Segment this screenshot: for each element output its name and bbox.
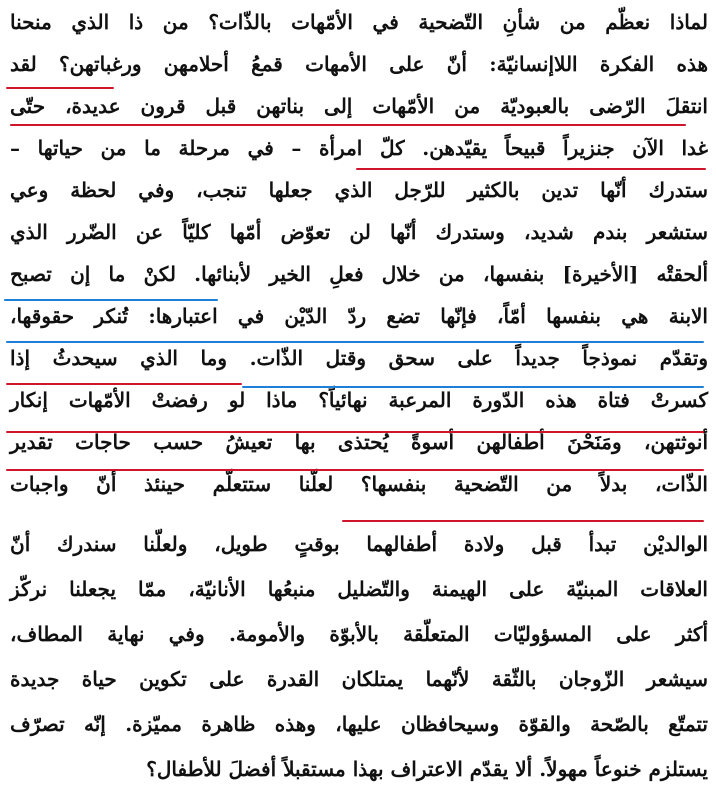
text-line-11: أنوثتهن، ومَنَحْنَ أطفالهن أسوةً يُحتذى بها تعيشُ حسب حاجات تقدير	[10, 430, 708, 454]
blue-underline-2	[6, 341, 704, 343]
blue-underline-1	[4, 299, 218, 301]
text-line-8: الابنة هي بنفسها أمّاً، فإنّها تضع ردّ الدّيْن في اعتبارها: تُنكر حقوقها،	[10, 304, 708, 328]
text-line-7: ألحقتْه [الأخيرة] بنفسها، من خلال فعلِ الخير لأبنائها. لكنْ ما إن تصبح	[10, 262, 708, 286]
text-line-10: كسرتْ فتاة هذه الدّورة المرعبة نهائياً؟ ماذا لو رفضتْ الأمّهات إنكار	[10, 388, 708, 412]
blue-underline-3	[242, 386, 704, 388]
red-underline-4	[6, 383, 242, 385]
red-underline-1	[6, 87, 114, 89]
text-line-3: انتقلَ الرّضى بالعبوديّة من الأمّهات إلى بناتهن قبل قرون عديدة، حتّى	[10, 94, 708, 118]
text-line-9: وتقدّم نموذجاً جديداً على سحق وقتل الذّات. وما الذي سيحدثُ إذا	[10, 346, 708, 370]
text-line-16: سيشعر الزّوجان بالثّقة لأنّهما يمتلكان القدرة على تكوين حياة جديدة	[10, 667, 708, 691]
text-line-12: الذّات، بدلاً من التّضحية بنفسها؟ لعلّنا ستتعلّم حينئذ أنّ واجبات	[10, 472, 708, 496]
red-underline-3	[356, 168, 706, 170]
red-underline-5	[6, 431, 704, 433]
text-line-6: ستشعر بندم شديد، وستدرك أنّها لن تعوّض أمّها كليّاً عن الضّرر الذي	[10, 220, 708, 244]
text-line-14: العلاقات المبنيّة على الهيمنة والتّضليل منبعُها الأنانيّة، ممّا يجعلنا نركّز	[10, 577, 708, 601]
text-line-5: ستدرك أنّها تدين بالكثير للرّجل الذي جعلها تنجب، وفي لحظة وعي	[10, 178, 708, 202]
red-underline-6	[6, 469, 704, 471]
text-line-13: الوالديْن تبدأ قبل ولادة أطفالهما بوقتٍ طويل، ولعلّنا سندرك أنّ	[10, 532, 708, 556]
text-line-18: يستلزم خنوعاً مهولاً. ألا يقدّم الاعتراف بهذا مستقبلاً أفضلَ للأطفال؟	[146, 757, 708, 781]
red-underline-2	[10, 124, 686, 126]
text-line-1: لماذا نعظّم من شأنِ التّضحية في الأمّهات بالذّات؟ من ذا الذي منحنا	[10, 10, 708, 34]
text-line-17: تتمتّع بالصّحة والقوّة وسيحافظان عليها، وهذه ظاهرة مميّزة. إنّه تصرّف	[10, 712, 708, 736]
red-underline-7	[342, 520, 704, 522]
text-line-4: غدا الآن جنزيراً قبيحاً يقيّدهن. كلّ امرأة – في مرحلة ما من حياتها –	[10, 136, 708, 160]
text-line-2: هذه الفكرة اللاإنسانيّة: أنّ على الأمهات قمعُ أحلامهن ورغباتهن؟ لقد	[10, 52, 708, 76]
text-line-15: أكثر على المسؤوليّات المتعلّقة بالأبوّة والأمومة. وفي نهاية المطاف،	[10, 622, 708, 646]
